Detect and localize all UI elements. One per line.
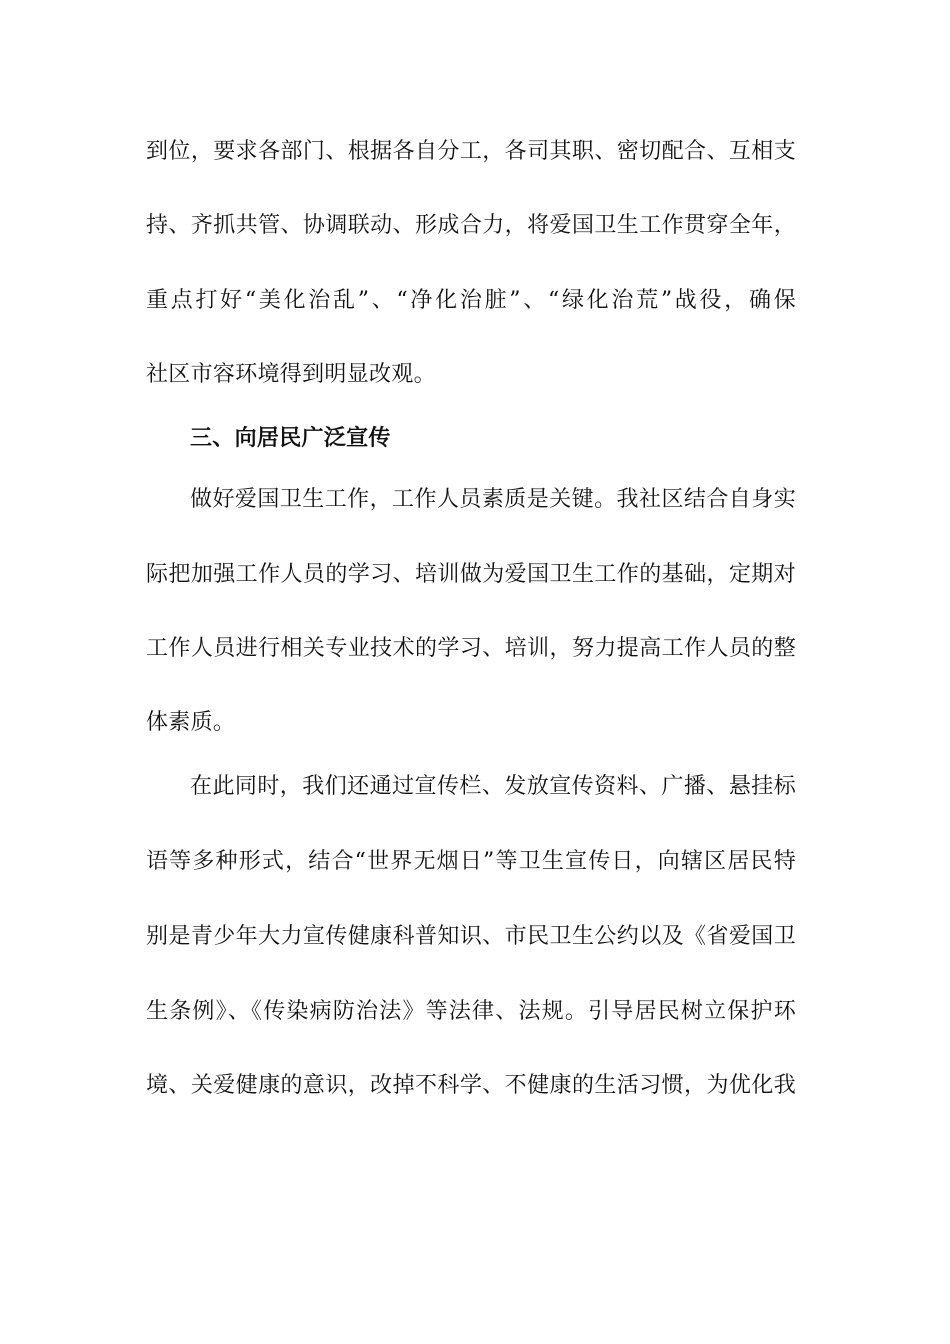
paragraph-line: 生条例》、《传染病防治法》等法律、法规。引导居民树立保护环 — [146, 999, 796, 1024]
paragraph-line: 际把加强工作人员的学习、培训做为爱国卫生工作的基础，定期对 — [146, 562, 796, 587]
paragraph-line: 境、关爱健康的意识，改掉不科学、不健康的生活习惯，为优化我 — [146, 1073, 796, 1098]
paragraph-line: 别是青少年大力宣传健康科普知识、市民卫生公约以及《省爱国卫 — [146, 924, 796, 949]
paragraph-line: 语等多种形式，结合“世界无烟日”等卫生宣传日，向辖区居民特 — [146, 849, 796, 874]
paragraph-line: 体素质。 — [146, 710, 236, 735]
paragraph-line: 工作人员进行相关专业技术的学习、培训，努力提高工作人员的整 — [146, 636, 796, 661]
section-heading: 三、向居民广泛宣传 — [190, 425, 391, 451]
paragraph-line: 在此同时，我们还通过宣传栏、发放宣传资料、广播、悬挂标 — [190, 774, 796, 799]
paragraph-line: 做好爱国卫生工作，工作人员素质是关键。我社区结合自身实 — [190, 487, 796, 512]
paragraph-line: 重点打好“美化治乱”、“净化治脏”、“绿化治荒”战役，确保 — [146, 288, 796, 313]
paragraph-line: 社区市容环境得到明显改观。 — [146, 362, 436, 387]
paragraph-line: 到位，要求各部门、根据各自分工，各司其职、密切配合、互相支 — [146, 139, 796, 164]
paragraph-line: 持、齐抓共管、协调联动、形成合力，将爱国卫生工作贯穿全年， — [146, 213, 796, 238]
